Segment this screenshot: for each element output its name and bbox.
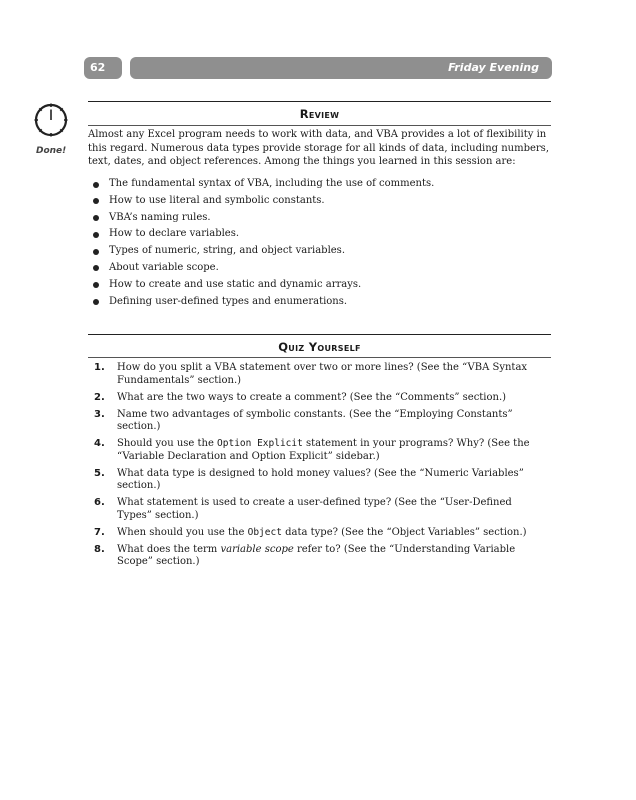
list-item [92,193,532,210]
list-item-text: VBA’s naming rules. [109,211,211,223]
bullet-icon [93,232,99,238]
question-number: 2. [94,391,105,403]
quiz-question [94,362,539,387]
bullet-icon [93,265,99,271]
quiz-question [94,468,539,493]
list-item-text: About variable scope. [109,261,219,273]
bullet-icon [93,299,99,305]
list-item [92,294,532,311]
bullet-icon [93,249,99,255]
review-list [92,176,532,310]
list-item [92,226,532,243]
question-number: 3. [94,408,105,420]
list-item [92,277,532,294]
done-marker [30,102,72,156]
question-text: What data type is designed to hold money values? (See the “Numeric Variables” section.) [117,467,524,491]
list-item-text: How to create and use static and dynamic arrays. [109,278,362,290]
question-number: 8. [94,543,105,555]
question-text: Name two advantages of symbolic constants. (See the “Employing Constants” section.) [117,408,513,432]
review-intro: Almost any Excel program needs to work with data, and VBA provides a lot of flexibility in this regard. Numerous data types provide storage for all kinds of data, including numbers, text, dates, and object references. Among the things you learned in this session are: [88,129,549,167]
question-number: 7. [94,526,105,538]
page-number: 62 [84,57,122,79]
quiz-heading-text: Quiz Yourself [278,340,361,354]
question-text-pre: What does the term [117,543,221,555]
bullet-icon [93,215,99,221]
done-label: Done! [36,146,67,156]
review-heading [88,101,551,126]
list-item [92,210,532,227]
list-item-text: The fundamental syntax of VBA, including the use of comments. [109,178,435,189]
question-text-post: statement in your programs? Why? (See the “Variable Declaration and Option Explicit” sidebar.) [117,438,530,462]
list-item-text: How to declare variables. [109,228,240,240]
quiz-question [94,438,539,463]
question-number: 4. [94,438,105,449]
question-number: 1. [94,362,105,373]
question-number: 5. [94,467,105,479]
quiz-question [94,497,539,522]
question-text-pre: Should you use the [117,438,218,449]
question-text-pre: When should you use the [117,526,248,538]
bullet-icon [93,182,99,188]
question-text: How do you split a VBA statement over two or more lines? (See the “VBA Syntax Fundamentals” section.) [117,362,528,386]
question-number: 6. [94,497,105,508]
quiz-question [94,392,539,405]
code-term: Object [247,526,282,538]
question-text-post: refer to? (See the “Understanding Variable Scope” section.) [117,543,516,567]
quiz-list [94,362,539,573]
list-item-text: Types of numeric, string, and object variables. [109,245,345,257]
list-item [92,176,532,193]
bullet-icon [93,282,99,288]
quiz-question [94,544,539,569]
quiz-question [94,409,539,434]
list-item-text: How to use literal and symbolic constants. [109,194,325,206]
quiz-question [94,527,539,540]
list-item [92,243,532,260]
question-text: What are the two ways to create a comment? (See the “Comments” section.) [117,391,507,403]
list-item-text: Defining user-defined types and enumerations. [109,295,348,307]
list-item [92,260,532,277]
question-text-post: data type? (See the “Object Variables” section.) [281,526,527,538]
clock-icon [33,102,69,138]
running-head: Friday Evening [130,57,552,79]
bullet-icon [93,198,99,204]
quiz-heading [88,334,551,358]
review-heading-text: Review [299,107,340,121]
code-term: Option Explicit [217,438,303,449]
emphasis-term: variable scope [220,543,294,555]
question-text: What statement is used to create a user-defined type? (See the “User-Defined Types” section.) [117,497,512,521]
